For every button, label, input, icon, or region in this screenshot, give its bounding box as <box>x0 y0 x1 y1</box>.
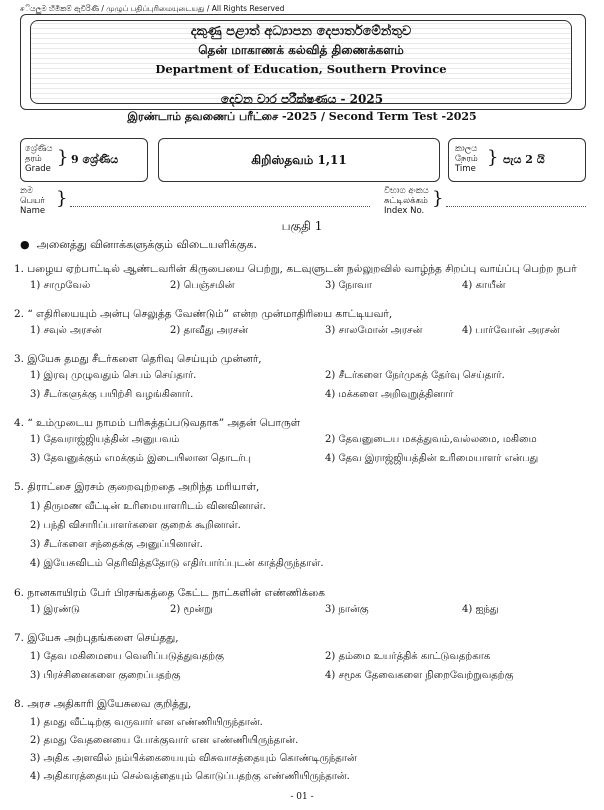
q5-option-1[interactable]: 1) திருமண வீட்டின் உரிமையாளரிடம் வினவினாள். <box>30 501 266 512</box>
q4-option-1[interactable]: 1) தேவராஜ்ஜியத்தின் அனுபவம் <box>30 434 180 445</box>
subject-title: கிறிஸ்தவம் 1,11 <box>251 153 347 167</box>
q7-option-1[interactable]: 1) தேவ மகிமையை வெளிப்படுத்துவதற்கு <box>30 651 224 662</box>
q8-option-1[interactable]: 1) தமது வீட்டிற்கு வருவார் என எண்ணியிருந்தான். <box>30 717 263 728</box>
q4-option-3[interactable]: 3) தேவனுக்கும் எமக்கும் இடையிலான தொடர்பு <box>30 453 251 464</box>
name-label-english: Name <box>20 206 46 216</box>
q7-option-4[interactable]: 4) சமூக தேவைகளை நிறைவேற்றுவதற்கு <box>325 670 514 681</box>
index-label <box>384 186 429 216</box>
name-field[interactable] <box>70 206 370 207</box>
name-brace: } <box>56 188 68 209</box>
q3-option-4[interactable]: 4) மக்களை அறிவுறுத்தினார் <box>325 389 454 400</box>
q3-option-3[interactable]: 3) சீடர்களுக்கு பயிற்சி வழங்கினார். <box>30 389 194 400</box>
q2-option-2[interactable]: 2) தாவீது அரசன் <box>170 325 249 336</box>
grade-brace: } <box>57 147 69 168</box>
q3-option-1[interactable]: 1) இரவு முழுவதும் செபம் செய்தார். <box>30 370 197 381</box>
q5-option-4[interactable]: 4) இயேசுவிடம் தெரிவித்ததோடு எதிர்பார்ப்புடன் காத்திருந்தாள். <box>30 558 324 569</box>
time-brace: } <box>487 147 499 168</box>
q8-option-2[interactable]: 2) தமது வேதனையை போக்குவார் என எண்ணியிருந்தான். <box>30 735 299 746</box>
q1-option-4[interactable]: 4) காயீன் <box>462 280 506 291</box>
instruction-text: அனைத்து வினாக்களுக்கும் விடையளிக்குக. <box>36 238 257 251</box>
page-number: - 01 - <box>290 792 314 802</box>
question-6: 6. நானகாயிரம் பேர் பிரசங்கத்தை கேட்ட நாட்களின் எண்ணிக்கை <box>14 587 325 599</box>
grade-label-tamil: தரம் <box>25 154 42 164</box>
question-1: 1. பழைய ஏற்பாட்டில் ஆண்டவரின் கிருபையை பெற்று, கடவுளுடன் நல்லுறவில் வாழ்ந்த சிறப்பு வாய்ப்பு பெற்ற நபர் <box>14 263 577 275</box>
question-7: 7. இயேசு அற்புதங்களை செய்தது, <box>14 632 179 644</box>
grade-value: 9 ශ්‍රේණිය <box>71 153 119 166</box>
time-label-sinhala: කාලය <box>455 144 478 154</box>
q8-option-4[interactable]: 4) அதிகாரத்தையும் செல்வத்தையும் கொடுப்பதற்கு எண்ணியிருந்தான். <box>30 771 350 782</box>
bullet-icon: ● <box>20 238 30 251</box>
name-label <box>20 186 45 216</box>
subject-box <box>158 138 440 182</box>
department-name-tamil: தென் மாகாணக் கல்வித் திணைக்களம் <box>198 43 404 57</box>
time-label-tamil: நேரம் <box>455 154 478 164</box>
q4-option-2[interactable]: 2) தேவனுடைய மகத்துவம்,வல்லமை, மகிமை <box>325 434 537 445</box>
q8-option-3[interactable]: 3) அதிக அளவில் நம்பிக்கையையும் விசுவாசத்தையும் கொண்டிருந்தான் <box>30 753 357 764</box>
grade-label-english: Grade <box>25 164 51 174</box>
index-label-english: Index No. <box>384 206 425 216</box>
question-8: 8. அரச அதிகாரி இயேசுவை குறித்து, <box>14 698 192 710</box>
time-box <box>448 138 586 182</box>
q6-option-3[interactable]: 3) நான்கு <box>325 604 369 615</box>
q1-option-2[interactable]: 2) பெஞ்சமின் <box>170 280 235 291</box>
index-brace: } <box>432 188 444 209</box>
index-label-tamil: சுட்டிலக்கம் <box>384 196 428 206</box>
question-3: 3. இயேசு தமது சீடர்களை தெரிவு செய்யும் முன்னர், <box>14 353 262 365</box>
department-name-english: Department of Education, Southern Province <box>155 62 447 76</box>
q4-option-4[interactable]: 4) தேவ இராஜ்ஜியத்தின் உரிமையாளர் என்பது <box>325 453 539 464</box>
exam-title-tamil: இரண்டாம் தவணைப் பரீட்சை -2025 / Second Term Test -2025 <box>127 110 477 123</box>
q5-option-3[interactable]: 3) சீடர்களை சந்தைக்கு அனுப்பினாள். <box>30 539 203 550</box>
q7-option-2[interactable]: 2) தம்மை உயர்த்திக் காட்டுவதற்காக <box>325 651 491 662</box>
instruction <box>20 238 257 253</box>
time-label-english: Time <box>455 164 476 174</box>
q2-option-4[interactable]: 4) பார்வோன் அரசன் <box>462 325 560 336</box>
copyright-notice: சියලුම හිමිකම් ඇවිරිණි / முழுப் பதிப்புரிமையுடையது / All Rights Reserved <box>20 4 285 13</box>
grade-label-sinhala: ශ්‍රේණිය <box>25 144 53 154</box>
q6-option-4[interactable]: 4) ஐந்து <box>462 604 499 615</box>
time-value: පැය 2 යි <box>503 153 545 166</box>
section-title: பகுதி 1 <box>281 219 323 233</box>
q2-option-1[interactable]: 1) சவுல் அரசன் <box>30 325 102 336</box>
q1-option-1[interactable]: 1) சாமுவேல் <box>30 280 91 291</box>
grade-box <box>20 138 148 182</box>
q6-option-2[interactable]: 2) மூன்று <box>170 604 213 615</box>
question-5: 5. திராட்சை இரசம் குறைவுற்றதை அறிந்த மரியாள், <box>14 481 260 493</box>
q3-option-2[interactable]: 2) சீடர்களை நேர்முகத் தேர்வு செய்தார். <box>325 370 505 381</box>
q7-option-3[interactable]: 3) பிரச்சினைகளை குறைப்பதற்கு <box>30 670 181 681</box>
q2-option-3[interactable]: 3) சாலமோன் அரசன் <box>325 325 423 336</box>
q1-option-3[interactable]: 3) நோவா <box>325 280 372 291</box>
exam-title-sinhala: දෙවන වාර පරීක්ෂණය - 2025 <box>220 92 384 106</box>
question-4: 4. “ உம்முடைய நாமம் பரிசுத்தப்படுவதாக” அதன் பொருள் <box>14 417 301 429</box>
index-number-field[interactable] <box>446 206 586 207</box>
index-label-sinhala: විභාග අංකය <box>384 186 429 196</box>
q5-option-2[interactable]: 2) பந்தி விசாரிப்பாளர்களை குறைக் கூறினாள். <box>30 520 241 531</box>
q6-option-1[interactable]: 1) இரண்டு <box>30 604 80 615</box>
name-label-sinhala: නම <box>20 186 34 196</box>
name-label-tamil: பெயர் <box>20 196 45 206</box>
question-2: 2. “ எதிரியையும் அன்பு செலுத்த வேண்டும்” என்ற முன்மாதிரியை காட்டியவர், <box>14 308 393 320</box>
department-name-sinhala: දකුණු පළාත් අධ්‍යාපන දෙපාර්තමේන්තුව <box>190 24 412 39</box>
